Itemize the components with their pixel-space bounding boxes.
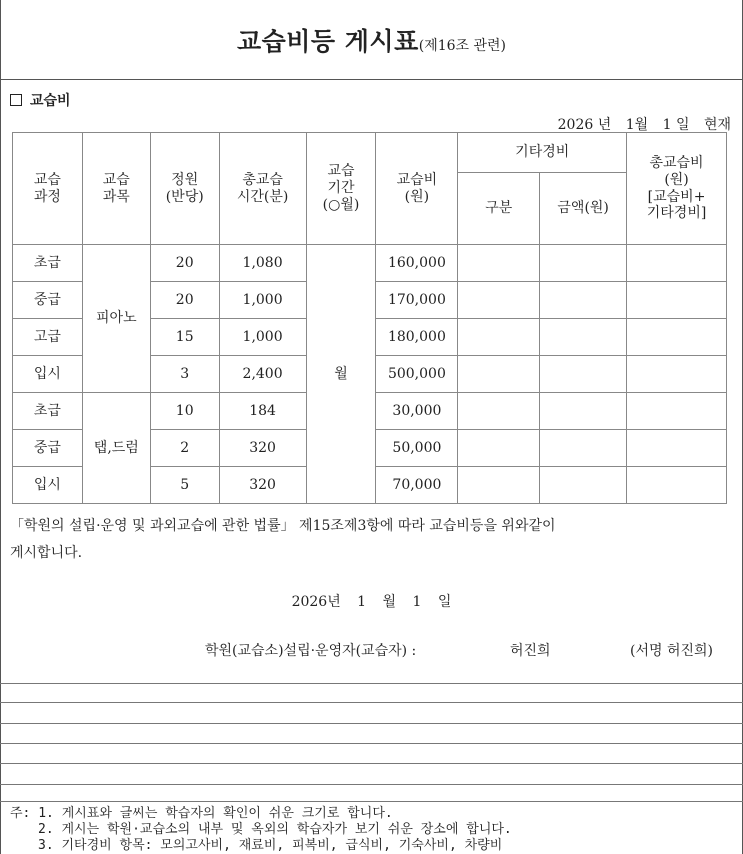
cell-other-amount bbox=[540, 430, 627, 467]
cell-fee: 70,000 bbox=[376, 467, 458, 504]
note-item: 주: 1. 게시표와 글씨는 학습자의 확인이 쉬운 크기로 합니다. bbox=[10, 806, 393, 821]
cell-other-amount bbox=[540, 467, 627, 504]
footnotes bbox=[10, 806, 512, 854]
as-of-year: 2026 년 bbox=[557, 117, 612, 133]
cell-capacity: 5 bbox=[150, 467, 219, 504]
cell-capacity: 2 bbox=[150, 430, 219, 467]
page-subtitle: (제16조 관련) bbox=[418, 38, 507, 54]
cell-course: 중급 bbox=[13, 282, 83, 319]
table-row bbox=[13, 245, 727, 282]
checkbox-icon bbox=[10, 94, 22, 106]
header-period: 교습 기간 (○월) bbox=[306, 133, 376, 245]
header-other-amount: 금액(원) bbox=[540, 173, 627, 245]
cell-subject: 피아노 bbox=[82, 245, 150, 393]
cell-minutes: 320 bbox=[219, 430, 306, 467]
notice-month-num: 1 bbox=[357, 594, 367, 610]
cell-total-fee bbox=[627, 319, 727, 356]
title-block bbox=[0, 22, 743, 58]
cell-other-category bbox=[458, 319, 540, 356]
cell-fee: 170,000 bbox=[376, 282, 458, 319]
header-other-costs: 기타경비 bbox=[458, 133, 627, 173]
as-of-date bbox=[548, 114, 731, 134]
cell-course: 입시 bbox=[13, 467, 83, 504]
cell-other-category bbox=[458, 282, 540, 319]
note-item: 3. 기타경비 항목: 모의고사비, 재료비, 피복비, 급식비, 기숙사비, 차량비 bbox=[38, 838, 503, 853]
divider-line bbox=[0, 683, 743, 684]
divider-line bbox=[0, 763, 743, 764]
header-fee: 교습비 (원) bbox=[376, 133, 458, 245]
cell-fee: 160,000 bbox=[376, 245, 458, 282]
cell-other-category bbox=[458, 356, 540, 393]
cell-fee: 30,000 bbox=[376, 393, 458, 430]
cell-capacity: 15 bbox=[150, 319, 219, 356]
cell-total-fee bbox=[627, 282, 727, 319]
cell-total-fee bbox=[627, 430, 727, 467]
as-of-month: 1월 bbox=[625, 117, 649, 133]
header-other-category: 구분 bbox=[458, 173, 540, 245]
cell-subject: 탭,드럼 bbox=[82, 393, 150, 504]
header-total-minutes: 총교습 시간(분) bbox=[219, 133, 306, 245]
cell-minutes: 1,000 bbox=[219, 282, 306, 319]
cell-other-amount bbox=[540, 356, 627, 393]
cell-course: 입시 bbox=[13, 356, 83, 393]
header-subject: 교습 과목 bbox=[82, 133, 150, 245]
cell-total-fee bbox=[627, 467, 727, 504]
cell-minutes: 2,400 bbox=[219, 356, 306, 393]
cell-minutes: 1,000 bbox=[219, 319, 306, 356]
header-course: 교습 과정 bbox=[13, 133, 83, 245]
notice-date bbox=[0, 591, 743, 611]
cell-other-category bbox=[458, 393, 540, 430]
notice-day-unit: 일 bbox=[437, 594, 452, 610]
cell-capacity: 20 bbox=[150, 282, 219, 319]
header-total-fee: 총교습비 (원) [교습비+ 기타경비] bbox=[627, 133, 727, 245]
header-capacity: 정원 (반당) bbox=[150, 133, 219, 245]
signature-label: 학원(교습소)설립·운영자(교습자) : bbox=[205, 643, 417, 659]
cell-other-category bbox=[458, 245, 540, 282]
divider-line bbox=[0, 801, 743, 802]
operator-name: 허진희 bbox=[510, 643, 551, 659]
divider-line bbox=[0, 723, 743, 724]
legal-line-2: 게시합니다. bbox=[10, 545, 83, 561]
divider-line bbox=[0, 702, 743, 703]
cell-period: 월 bbox=[306, 245, 376, 504]
divider-line bbox=[0, 743, 743, 744]
legal-statement bbox=[10, 513, 730, 567]
notice-year: 2026년 bbox=[291, 594, 341, 610]
cell-total-fee bbox=[627, 356, 727, 393]
cell-minutes: 184 bbox=[219, 393, 306, 430]
section-heading bbox=[10, 90, 71, 110]
divider-line bbox=[0, 784, 743, 785]
cell-minutes: 320 bbox=[219, 467, 306, 504]
cell-fee: 500,000 bbox=[376, 356, 458, 393]
cell-other-category bbox=[458, 430, 540, 467]
section-label: 교습비 bbox=[30, 93, 71, 109]
cell-other-amount bbox=[540, 319, 627, 356]
cell-course: 초급 bbox=[13, 393, 83, 430]
cell-course: 초급 bbox=[13, 245, 83, 282]
legal-line-1: 「학원의 설립·운영 및 과외교습에 관한 법률」 제15조제3항에 따라 교습비등을 위와같이 bbox=[10, 518, 556, 534]
cell-total-fee bbox=[627, 393, 727, 430]
cell-other-category bbox=[458, 467, 540, 504]
notice-month-unit: 월 bbox=[382, 594, 397, 610]
cell-fee: 50,000 bbox=[376, 430, 458, 467]
as-of-day: 1 일 bbox=[662, 117, 690, 133]
cell-capacity: 10 bbox=[150, 393, 219, 430]
cell-capacity: 20 bbox=[150, 245, 219, 282]
cell-other-amount bbox=[540, 245, 627, 282]
as-of-suffix: 현재 bbox=[703, 117, 731, 133]
cell-other-amount bbox=[540, 282, 627, 319]
cell-fee: 180,000 bbox=[376, 319, 458, 356]
cell-course: 중급 bbox=[13, 430, 83, 467]
notice-day-num: 1 bbox=[412, 594, 422, 610]
cell-minutes: 1,080 bbox=[219, 245, 306, 282]
signature-mark: (서명 허진희) bbox=[630, 643, 713, 659]
note-item: 2. 게시는 학원·교습소의 내부 및 옥외의 학습자가 보기 쉬운 장소에 합니다. bbox=[38, 822, 512, 837]
fee-table bbox=[12, 132, 727, 504]
cell-total-fee bbox=[627, 245, 727, 282]
page-title: 교습비등 게시표 bbox=[236, 27, 419, 56]
cell-capacity: 3 bbox=[150, 356, 219, 393]
cell-course: 고급 bbox=[13, 319, 83, 356]
title-divider bbox=[0, 79, 743, 80]
cell-other-amount bbox=[540, 393, 627, 430]
